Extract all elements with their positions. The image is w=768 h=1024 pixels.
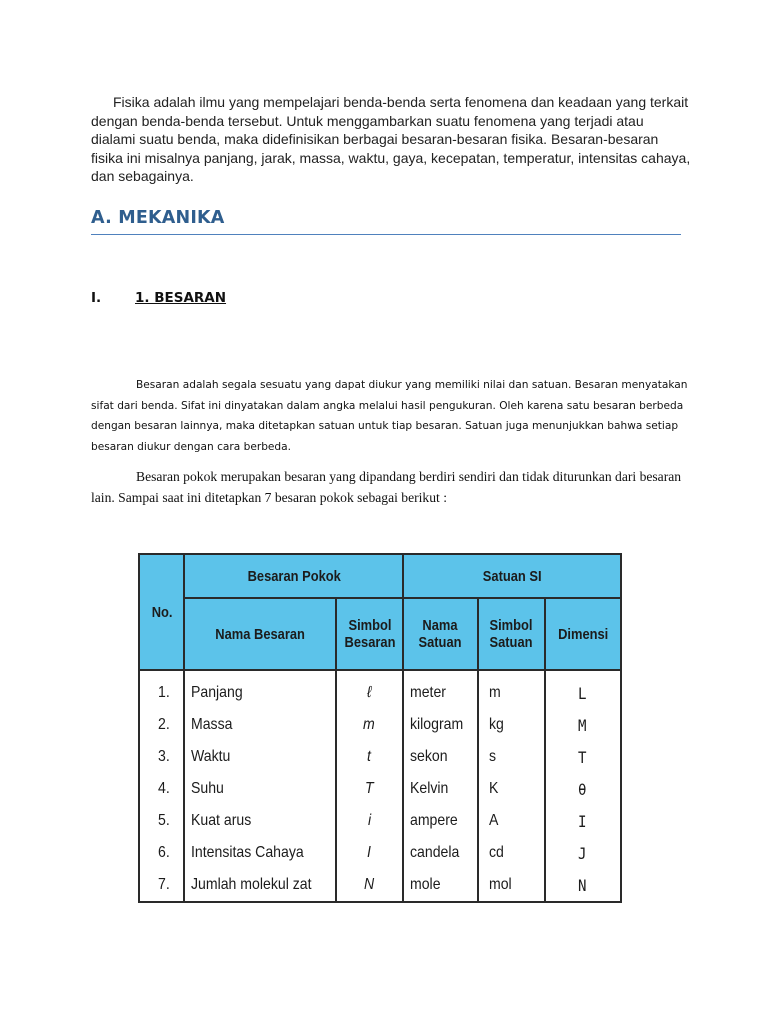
cell-nama-satuan: ampere [403, 805, 477, 837]
cell-simbol-besaran: m [336, 709, 403, 741]
cell-dimensi: L [545, 670, 622, 709]
cell-no: 4. [139, 773, 184, 805]
cell-nama-besaran: Massa [184, 709, 336, 741]
table-row [139, 741, 621, 773]
table-body [139, 670, 621, 902]
cell-simbol-satuan: cd [478, 837, 545, 869]
cell-simbol-besaran: I [336, 837, 403, 869]
cell-no: 7. [139, 869, 184, 902]
cell-no: 2. [139, 709, 184, 741]
cell-nama-besaran: Jumlah molekul zat [184, 869, 336, 902]
cell-nama-satuan: kilogram [403, 709, 477, 741]
cell-no: 3. [139, 741, 184, 773]
header-simbol-besaran: Simbol Besaran [336, 598, 403, 670]
besaran-pokok-text: Besaran pokok merupakan besaran yang dipandang berdiri sendiri dan tidak diturunkan dari besaran lain. Sampai saat ini ditetapkan 7 besaran pokok sebagai berikut : [91, 469, 682, 505]
cell-simbol-besaran: T [336, 773, 403, 805]
cell-simbol-besaran: N [336, 869, 403, 902]
header-satuan-si: Satuan SI [403, 554, 621, 598]
cell-simbol-besaran: t [336, 741, 403, 773]
cell-dimensi: T [545, 741, 622, 773]
header-simbol-satuan: Simbol Satuan [478, 598, 545, 670]
cell-dimensi: M [545, 709, 622, 741]
cell-simbol-satuan: s [478, 741, 545, 773]
section-heading-mekanika: A. MEKANIKA [91, 208, 225, 228]
table-row [139, 837, 621, 869]
cell-simbol-satuan: kg [478, 709, 545, 741]
cell-simbol-satuan: m [478, 670, 545, 709]
cell-dimensi: θ [545, 773, 622, 805]
subsection-title: 1. BESARAN [135, 290, 227, 306]
table-row [139, 869, 621, 902]
cell-no: 6. [139, 837, 184, 869]
cell-nama-besaran: Suhu [184, 773, 336, 805]
cell-simbol-satuan: A [478, 805, 545, 837]
cell-dimensi: I [545, 805, 622, 837]
cell-no: 5. [139, 805, 184, 837]
cell-nama-besaran: Intensitas Cahaya [184, 837, 336, 869]
cell-nama-satuan: sekon [403, 741, 477, 773]
besaran-pokok-table-figure [138, 553, 622, 913]
table-row [139, 709, 621, 741]
besaran-definition-text: Besaran adalah segala sesuatu yang dapat diukur yang memiliki nilai dan satuan. Besaran menyatakan sifat dari benda. Sifat ini dinyatakan dalam angka melalui hasil pengukuran. Oleh karena satu besaran berbeda dengan besaran lainnya, maka ditetapkan satuan untuk tiap besaran. Satuan juga menunjukkan bahwa setiap besaran diukur dengan cara berbeda. [91, 379, 688, 453]
header-nama-satuan: Nama Satuan [403, 598, 477, 670]
cell-simbol-satuan: mol [478, 869, 545, 902]
table-row [139, 670, 621, 709]
cell-simbol-besaran: i [336, 805, 403, 837]
intro-text: Fisika adalah ilmu yang mempelajari benda-benda serta fenomena dan keadaan yang terkait dengan benda-benda tersebut. Untuk menggambarkan suatu fenomena yang terjadi atau dialami suatu benda, maka didefinisikan berbagai besaran-besaran fisika. Besaran-besaran fisika ini misalnya panjang, jarak, massa, waktu, gaya, kecepatan, temperatur, intensitas cahaya, dan sebagainya. [91, 94, 691, 184]
table-row [139, 773, 621, 805]
header-no: No. [139, 554, 184, 670]
cell-nama-satuan: meter [403, 670, 477, 709]
besaran-pokok-table [138, 553, 622, 903]
cell-nama-besaran: Waktu [184, 741, 336, 773]
cell-nama-satuan: Kelvin [403, 773, 477, 805]
cell-nama-besaran: Panjang [184, 670, 336, 709]
heading-underline-rule [91, 234, 681, 235]
cell-dimensi: J [545, 837, 622, 869]
cell-nama-satuan: mole [403, 869, 477, 902]
besaran-definition-paragraph [91, 375, 691, 457]
intro-paragraph [91, 93, 691, 186]
cell-simbol-satuan: K [478, 773, 545, 805]
subsection-number: I. [91, 290, 102, 306]
cell-dimensi: N [545, 869, 622, 902]
besaran-pokok-paragraph [91, 467, 691, 508]
header-besaran-pokok: Besaran Pokok [184, 554, 403, 598]
header-nama-besaran: Nama Besaran [184, 598, 336, 670]
cell-no: 1. [139, 670, 184, 709]
header-dimensi: Dimensi [545, 598, 622, 670]
subsection-heading-besaran [91, 290, 226, 306]
cell-nama-satuan: candela [403, 837, 477, 869]
cell-simbol-besaran: ℓ [336, 670, 403, 709]
cell-nama-besaran: Kuat arus [184, 805, 336, 837]
table-row [139, 805, 621, 837]
